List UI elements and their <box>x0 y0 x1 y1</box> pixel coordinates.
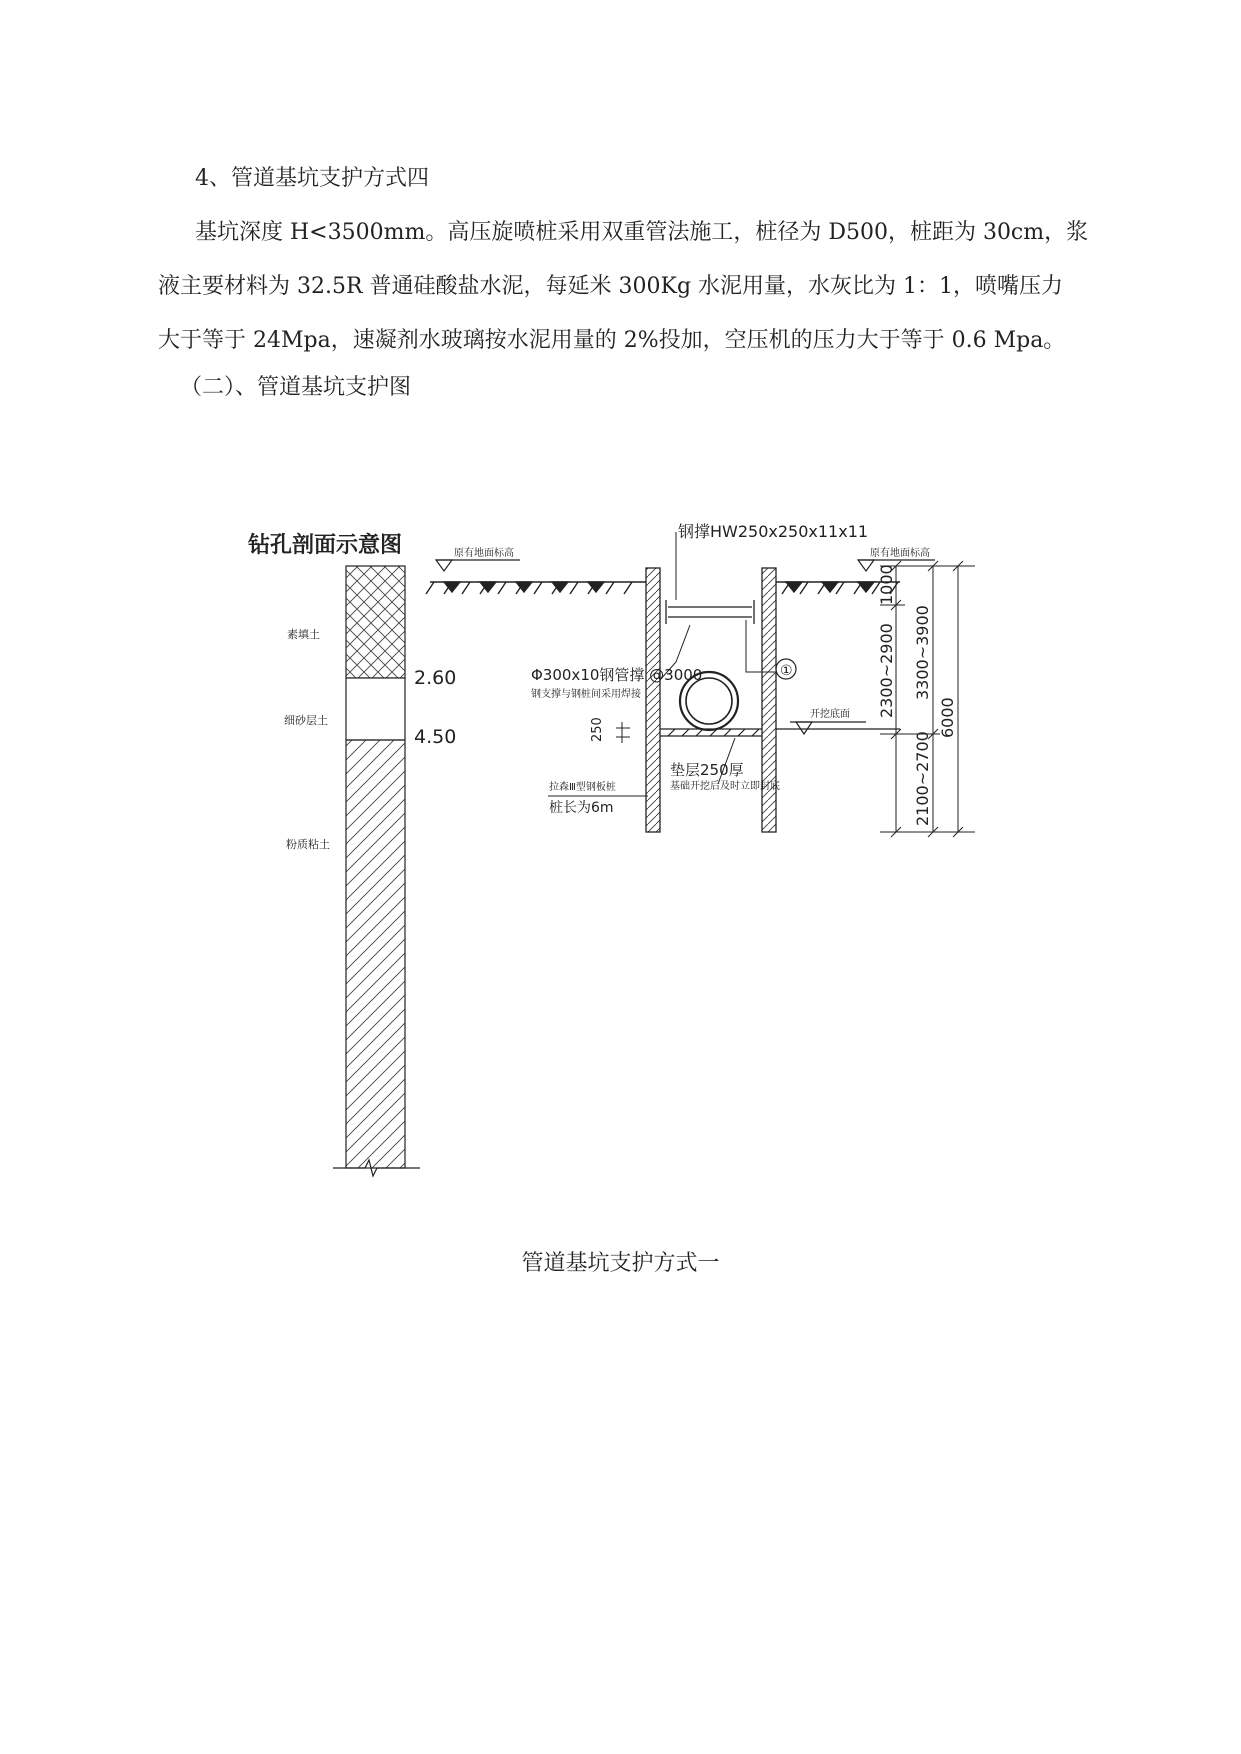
layer-label-3: 粉质粘土 <box>286 838 330 851</box>
dim-1000: 1000 <box>877 564 896 605</box>
steel-pipe-strut <box>666 600 754 624</box>
pile-note-2: 桩长为6m <box>549 800 614 816</box>
pile-note-1: 拉森Ⅲ型钢板桩 <box>549 782 616 793</box>
borehole-column <box>333 566 420 1176</box>
ground-line-left <box>426 582 646 594</box>
dim-3300-3900: 3300~3900 <box>913 605 932 700</box>
pipe-inner <box>686 678 732 724</box>
section-heading: 4、管道基坑支护方式四 <box>195 166 429 191</box>
layer-label-2: 细砂层土 <box>284 714 328 727</box>
dim-250 <box>616 722 630 743</box>
layer-label-1: 素填土 <box>287 628 320 641</box>
borehole-title: 钻孔剖面示意图 <box>248 533 403 558</box>
dim-2300-2900: 2300~2900 <box>877 623 896 718</box>
figure-subheading: （二）、管道基坑支护图 <box>180 375 412 400</box>
body-line-1: 基坑深度 H<3500mm。高压旋喷桩采用双重管法施工，桩径为 D500，桩距为 30cm，浆 <box>195 220 1089 245</box>
figure-caption: 管道基坑支护方式一 <box>521 1251 720 1276</box>
pipe-note-1: Φ300x10钢管撑 @3000 <box>531 666 703 684</box>
ground-label-right: 原有地面标高 <box>870 548 930 559</box>
layer-depth-2: 4.50 <box>414 726 457 748</box>
sheet-pile-right <box>762 568 776 832</box>
cushion-note-1: 垫层250厚 <box>670 761 744 779</box>
ground-label-left: 原有地面标高 <box>454 548 514 559</box>
excavation-bottom-label: 开挖底面 <box>810 709 850 720</box>
pipe-note-2: 钢支撑与钢桩间采用焊接 <box>531 689 641 700</box>
dim-250-label: 250 <box>590 717 605 742</box>
cushion-note-2: 基础开挖后及时立即封底 <box>670 781 780 792</box>
sheet-pile-left <box>646 568 660 832</box>
dim-2100-2700: 2100~2700 <box>913 731 932 826</box>
excavation-bottom-marker <box>776 722 900 734</box>
layer-depth-1: 2.60 <box>414 667 457 689</box>
body-line-2: 液主要材料为 32.5R 普通硅酸盐水泥，每延米 300Kg 水泥用量，水灰比为 1：1，喷嘴压力 <box>158 274 1064 299</box>
strut-label: 钢撑HW250x250x11x11 <box>678 522 869 541</box>
marker-label: ① <box>780 663 793 679</box>
dim-6000: 6000 <box>938 697 957 738</box>
body-line-3: 大于等于 24Mpa，速凝剂水玻璃按水泥用量的 2%投加，空压机的压力大于等于 0.6 Mpa。 <box>158 328 1066 353</box>
level-marker-left <box>436 560 520 571</box>
